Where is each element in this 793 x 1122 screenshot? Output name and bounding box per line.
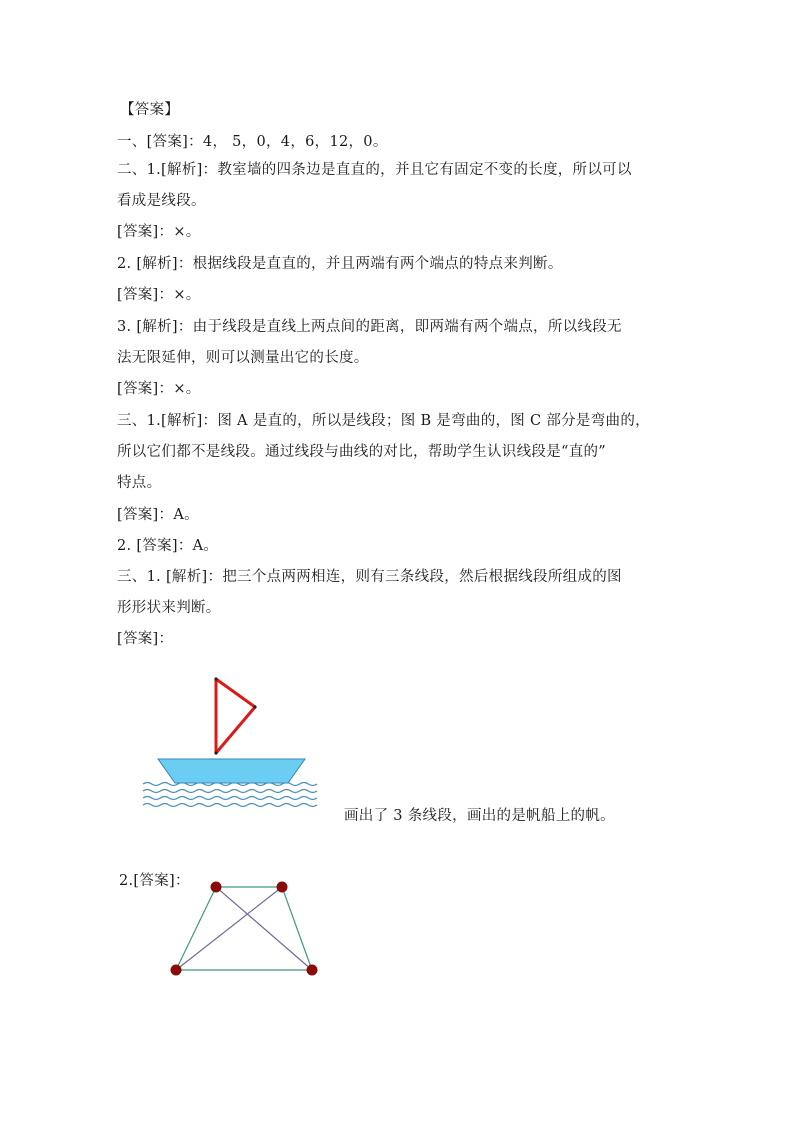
vertex-point xyxy=(171,965,182,976)
sail-vertex xyxy=(214,751,217,754)
text-line: 特点。 xyxy=(117,475,162,491)
text-line: 法无限延伸，则可以测量出它的长度。 xyxy=(117,350,369,366)
text-line: 形形状来判断。 xyxy=(117,600,221,616)
boat-hull xyxy=(158,759,305,783)
answer-heading: 【答案】 xyxy=(120,102,180,118)
quadrilateral-figure xyxy=(171,882,318,976)
text-line: 看成是线段。 xyxy=(117,193,206,209)
sailboat-caption: 画出了 3 条线段，画出的是帆船上的帆。 xyxy=(344,808,615,824)
text-line: [答案]：×。 xyxy=(117,287,201,303)
q2-answer-label: 2.[答案]： xyxy=(119,873,190,889)
text-line: 3. [解析]：由于线段是直线上两点间的距离，即两端有两个端点，所以线段无 xyxy=(117,319,622,335)
sail-vertex xyxy=(253,705,256,708)
vertex-point xyxy=(277,882,288,893)
waves xyxy=(143,783,317,807)
sail-triangle xyxy=(216,679,255,753)
text-line: [答案]：×。 xyxy=(117,381,201,397)
text-line: 所以它们都不是线段。通过线段与曲线的对比，帮助学生认识线段是“直的” xyxy=(117,444,607,460)
vertex-point xyxy=(307,965,318,976)
text-line: [答案]：×。 xyxy=(117,224,201,240)
text-line: [答案]：A。 xyxy=(117,507,199,523)
text-line: 2. [解析]：根据线段是直直的，并且两端有两个端点的特点来判断。 xyxy=(117,256,563,272)
text-line: 2. [答案]：A。 xyxy=(117,538,219,554)
text-line: 三、1.[解析]：图 A 是直的，所以是线段；图 B 是弯曲的，图 C 部分是弯曲的， xyxy=(117,413,650,429)
sail-vertex xyxy=(214,677,217,680)
text-line: 三、1. [解析]：把三个点两两相连，则有三条线段，然后根据线段所组成的图 xyxy=(117,569,622,585)
vertex-point xyxy=(211,882,222,893)
diagonal xyxy=(176,887,282,970)
text-line: 一、[答案]：4， 5，0，4，6，12，0。 xyxy=(117,134,388,150)
text-line: [答案]： xyxy=(117,631,174,647)
text-line: 二、1.[解析]：教室墙的四条边是直直的，并且它有固定不变的长度，所以可以 xyxy=(117,162,632,178)
